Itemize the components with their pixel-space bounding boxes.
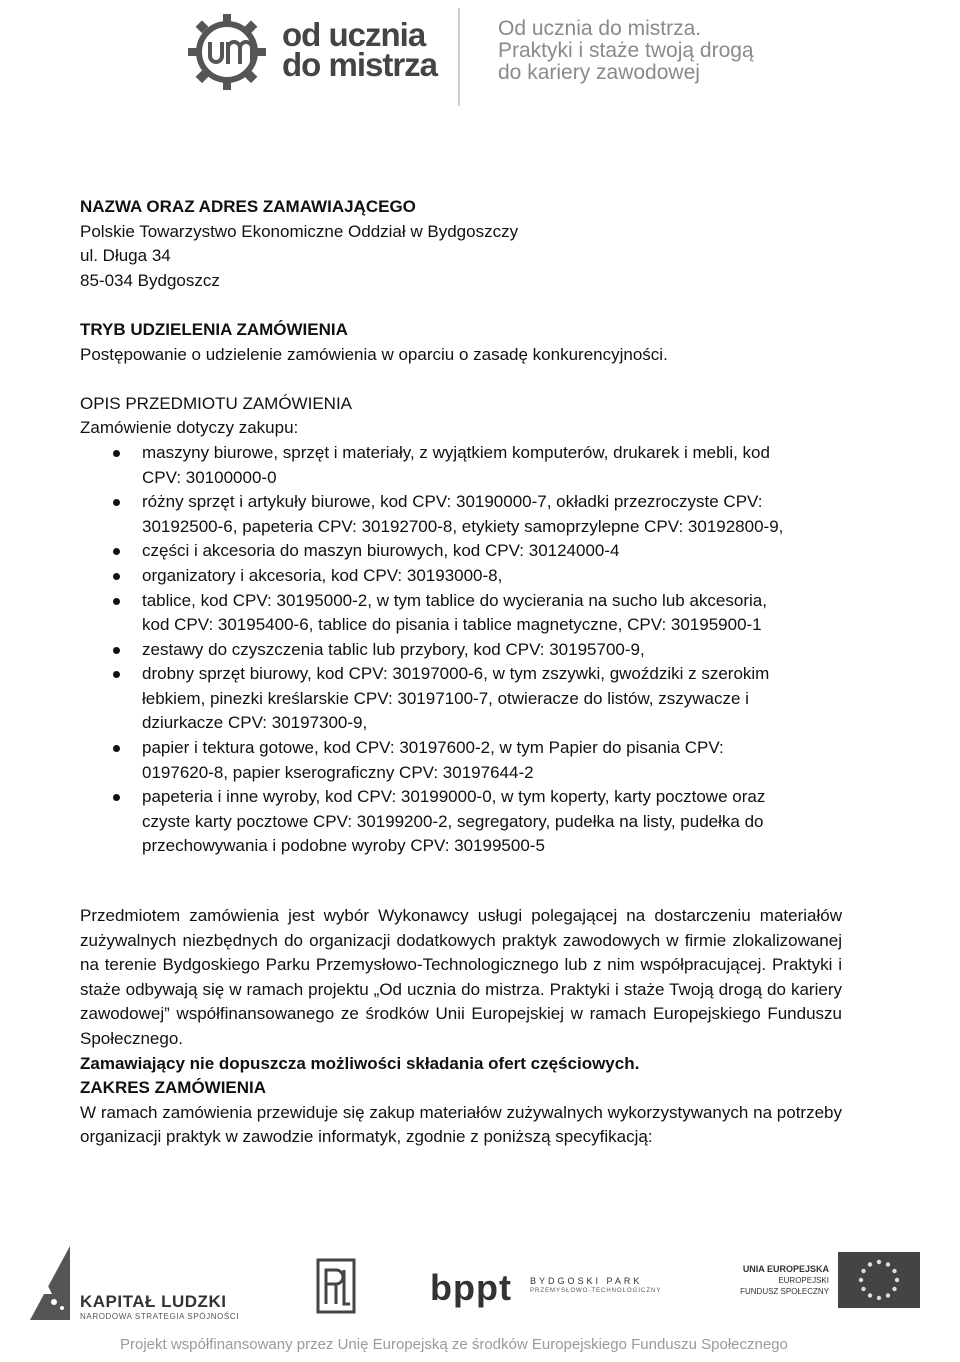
document-body bbox=[80, 195, 842, 1150]
list-item: maszyny biurowe, sprzęt i materiały, z wyjątkiem komputerów, drukarek i mebli, kod CPV: 30100000-0 bbox=[80, 441, 842, 490]
pte-logo-icon bbox=[316, 1258, 356, 1314]
header-divider bbox=[458, 8, 460, 106]
eu-line: EUROPEJSKI bbox=[778, 1276, 829, 1285]
tagline-line: Od ucznia do mistrza. bbox=[498, 17, 702, 40]
bullet-icon bbox=[113, 745, 120, 752]
bullet-icon bbox=[113, 794, 120, 801]
item-list bbox=[80, 441, 842, 859]
section-text: Postępowanie o udzielenie zamówienia w oparciu o zasadę konkurencyjności. bbox=[80, 344, 668, 364]
bullet-icon bbox=[113, 450, 120, 457]
list-item: części i akcesoria do maszyn biurowych, kod CPV: 30124000-4 bbox=[80, 539, 842, 564]
kapital-ludzki-logo-icon bbox=[28, 1242, 72, 1320]
header-tagline bbox=[498, 18, 754, 84]
scope-section bbox=[80, 1076, 842, 1150]
bullet-icon bbox=[113, 598, 120, 605]
bullet-icon bbox=[113, 548, 120, 555]
od-ucznia-logo-icon bbox=[186, 12, 268, 92]
bullet-icon bbox=[113, 499, 120, 506]
list-item: tablice, kod CPV: 30195000-2, w tym tablice do wycierania na sucho lub akcesoria, kod CPV: 30195400-6, tablice do pisania i tablice magnetyczne, CPV: 30195900-1 bbox=[80, 589, 842, 638]
section-heading: NAZWA ORAZ ADRES ZAMAWIAJĄCEGO bbox=[80, 197, 416, 216]
bppt-subtitle-2: PRZEMYSŁOWO-TECHNOLOGICZNY bbox=[530, 1288, 662, 1294]
order-subject-section bbox=[80, 392, 842, 859]
kapital-ludzki-subtitle: NARODOWA STRATEGIA SPÓJNOŚCI bbox=[80, 1312, 240, 1321]
tagline-line: Praktyki i staże twoją drogą bbox=[498, 39, 754, 62]
section-intro: Zamówienie dotyczy zakupu: bbox=[80, 418, 299, 438]
eu-line: FUNDUSZ SPOŁECZNY bbox=[740, 1287, 829, 1296]
bppt-wordmark: bppt bbox=[430, 1267, 512, 1308]
bullet-icon bbox=[113, 573, 120, 580]
logo-line-1: od ucznia bbox=[282, 16, 426, 53]
list-item: papier i tektura gotowe, kod CPV: 30197600-2, w tym Papier do pisania CPV: 0197620-8, papier kserograficzny CPV: 30197644-2 bbox=[80, 736, 842, 785]
list-item: papeteria i inne wyroby, kod CPV: 30199000-0, w tym koperty, karty pocztowe oraz czyste karty pocztowe CPV: 30199200-2, segregatory, pudełka na listy, pudełka do przechowywania i podobne wyroby CPV: 30199500-5 bbox=[80, 785, 842, 859]
list-item: organizatory i akcesoria, kod CPV: 30193000-8, bbox=[80, 564, 842, 589]
list-item: zestawy do czyszczenia tablic lub przybory, kod CPV: 30195700-9, bbox=[80, 638, 842, 663]
list-item: różny sprzęt i artykuły biurowe, kod CPV: 30190000-7, okładki przezroczyste CPV: 30192500-6, papeteria CPV: 30192700-8, etykiety samoprzylepne CPV: 30192800-9, bbox=[80, 490, 842, 539]
logo-wordmark bbox=[282, 16, 438, 83]
cofinancing-note: Projekt współfinansowany przez Unię Europejską ze środków Europejskiego Funduszu Społecznego bbox=[120, 1336, 788, 1353]
tagline-line: do kariery zawodowej bbox=[498, 61, 700, 84]
list-item: drobny sprzęt biurowy, kod CPV: 30197000-6, w tym zszywki, gwoździki z szerokim łebkiem, pinezki kreślarskie CPV: 30197100-7, otwieracze do listów, zszywacze i dziurkacze CPV: 30197300-9, bbox=[80, 662, 842, 736]
section-heading: TRYB UDZIELENIA ZAMÓWIENIA bbox=[80, 319, 348, 339]
section-text: W ramach zamówienia przewiduje się zakup materiałów zużywalnych wykorzystywanych na potrzeby organizacji praktyk w zawodzie informatyk, zgodnie z poniższą specyfikacją: bbox=[80, 1102, 842, 1147]
bullet-icon bbox=[113, 671, 120, 678]
partial-offers-notice: Zamawiający nie dopuszcza możliwości składania ofert częściowych. bbox=[80, 1053, 640, 1073]
contracting-authority-section bbox=[80, 195, 842, 293]
bppt-subtitle: BYDGOSKI PARK bbox=[530, 1276, 643, 1286]
page-footer bbox=[0, 1240, 960, 1362]
eu-flag-icon bbox=[838, 1252, 920, 1308]
section-heading: OPIS PRZEDMIOTU ZAMÓWIENIA bbox=[80, 393, 353, 413]
bppt-logo bbox=[430, 1267, 662, 1308]
section-heading: ZAKRES ZAMÓWIENIA bbox=[80, 1078, 267, 1098]
page-header bbox=[0, 0, 960, 120]
eu-title: UNIA EUROPEJSKA bbox=[742, 1264, 829, 1274]
address-line: ul. Długa 34 bbox=[80, 246, 171, 266]
address-line: 85-034 Bydgoszcz bbox=[80, 270, 220, 290]
procedure-mode-section bbox=[80, 318, 842, 367]
address-line: Polskie Towarzystwo Ekonomiczne Oddział w Bydgoszczy bbox=[80, 221, 519, 241]
eu-text bbox=[735, 1264, 829, 1297]
logo-line-2: do mistrza bbox=[282, 46, 438, 83]
bullet-icon bbox=[113, 647, 120, 654]
kapital-ludzki-text bbox=[80, 1292, 239, 1321]
kapital-ludzki-title: KAPITAŁ LUDZKI bbox=[80, 1292, 227, 1311]
description-paragraph: Przedmiotem zamówienia jest wybór Wykonawcy usługi polegającej na dostarczeniu materiałów zużywalnych niezbędnych do organizacji dodatkowych praktyk zawodowych w firmie zlokalizowanej na terenie Bydgoskiego Parku Przemysłowo-Technologicznego lub z nim współpracującej. Praktyki i staże odbywają się w ramach projektu „Od ucznia do mistrza. Praktyki i staże Twoją drogą do kariery zawodowej” współfinansowanego ze środków Unii Europejskiej w ramach Europejskiego Funduszu Społecznego. bbox=[80, 906, 842, 1048]
